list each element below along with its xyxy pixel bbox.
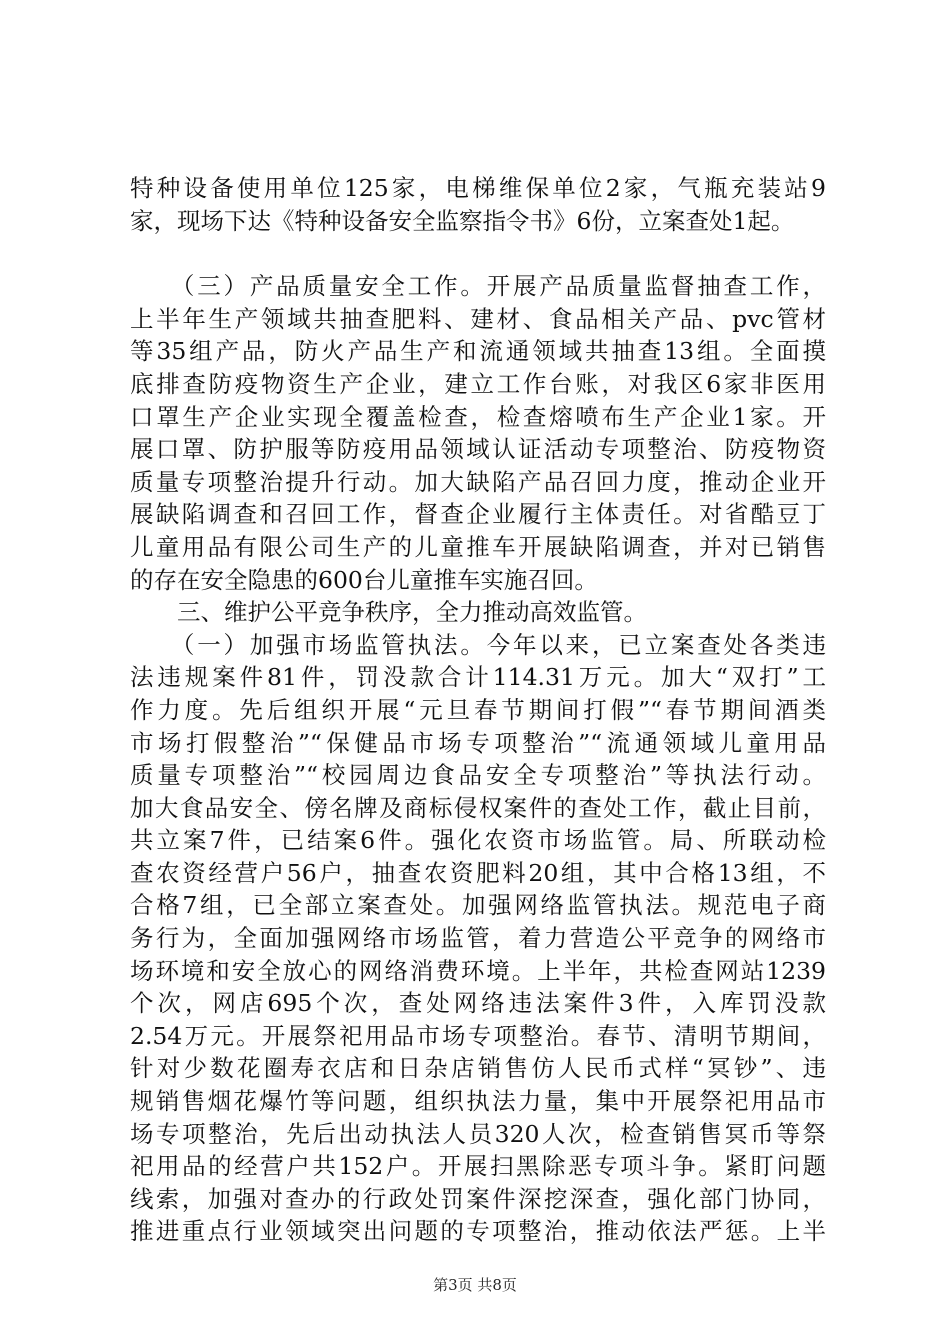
text-line: 推进重点行业领域突出问题的专项整治，推动依法严惩。上半 xyxy=(130,1217,826,1246)
text-line: 展口罩、防护服等防疫用品领域认证活动专项整治、防疫物资 xyxy=(130,435,826,464)
text-line: 的存在安全隐患的600台儿童推车实施召回。 xyxy=(130,565,598,594)
page-number-footer: 第3页 共8页 xyxy=(433,1276,517,1294)
text-line: 质量专项整治提升行动。加大缺陷产品召回力度，推动企业开 xyxy=(130,467,826,496)
paragraph-gap xyxy=(130,237,826,270)
text-line: 家，现场下达《特种设备安全监察指令书》6份，立案查处1起。 xyxy=(130,206,795,235)
text-line: 加大食品安全、傍名牌及商标侵权案件的查处工作，截止目前， xyxy=(130,793,826,822)
text-line: 等35组产品，防火产品生产和流通领域共抽查13组。全面摸 xyxy=(130,337,826,366)
paragraph-product-quality xyxy=(130,270,826,596)
text-line: 口罩生产企业实现全覆盖检查，检查熔喷布生产企业1家。开 xyxy=(130,402,826,431)
text-line: 务行为，全面加强网络市场监管，着力营造公平竞争的网络市 xyxy=(130,924,826,953)
text-line: 合格7组，已全部立案查处。加强网络监管执法。规范电子商 xyxy=(130,891,826,920)
text-line: 祀用品的经营户共152户。开展扫黑除恶专项斗争。紧盯问题 xyxy=(130,1152,826,1181)
text-line: 展缺陷调查和召回工作，督查企业履行主体责任。对省酷豆丁 xyxy=(130,500,826,529)
section-heading: 三、维护公平竞争秩序，全力推动高效监管。 xyxy=(130,598,647,627)
text-line: 法违规案件81件，罚没款合计114.31万元。加大“双打”工 xyxy=(130,663,826,692)
text-line: 2.54万元。开展祭祀用品市场专项整治。春节、清明节期间， xyxy=(130,1021,826,1050)
text-line: 个次，网店695个次，查处网络违法案件3件，入库罚没款 xyxy=(130,989,826,1018)
text-line: 场专项整治，先后出动执法人员320人次，检查销售冥币等祭 xyxy=(130,1119,826,1148)
document-body xyxy=(130,172,826,1248)
text-line: 市场打假整治”“保健品市场专项整治”“流通领域儿童用品 xyxy=(130,728,826,757)
paragraph-market-enforcement xyxy=(130,629,826,1248)
text-line: 场环境和安全放心的网络消费环境。上半年，共检查网站1239 xyxy=(130,956,826,985)
text-line: 作力度。先后组织开展“元旦春节期间打假”“春节期间酒类 xyxy=(130,695,826,724)
text-line: 上半年生产领域共抽查肥料、建材、食品相关产品、pvc管材 xyxy=(130,304,826,333)
text-line: 规销售烟花爆竹等问题，组织执法力量，集中开展祭祀用品市 xyxy=(130,1087,826,1116)
text-line: 针对少数花圈寿衣店和日杂店销售仿人民币式样“冥钞”、违 xyxy=(130,1054,826,1083)
paragraph-special-equipment xyxy=(130,172,826,237)
text-line: （三）产品质量安全工作。开展产品质量监督抽查工作， xyxy=(130,272,826,301)
text-line: （一）加强市场监管执法。今年以来，已立案查处各类违 xyxy=(130,630,826,659)
text-line: 共立案7件，已结案6件。强化农资市场监管。局、所联动检 xyxy=(130,826,826,855)
text-line: 底排查防疫物资生产企业，建立工作台账，对我区6家非医用 xyxy=(130,369,826,398)
text-line: 儿童用品有限公司生产的儿童推车开展缺陷调查，并对已销售 xyxy=(130,532,826,561)
text-line: 特种设备使用单位125家，电梯维保单位2家，气瓶充装站9 xyxy=(130,174,826,202)
text-line: 线索，加强对查办的行政处罚案件深挖深查，强化部门协同， xyxy=(130,1184,826,1213)
text-line: 查农资经营户56户，抽查农资肥料20组，其中合格13组，不 xyxy=(130,858,826,887)
text-line: 质量专项整治”“校园周边食品安全专项整治”等执法行动。 xyxy=(130,761,826,790)
